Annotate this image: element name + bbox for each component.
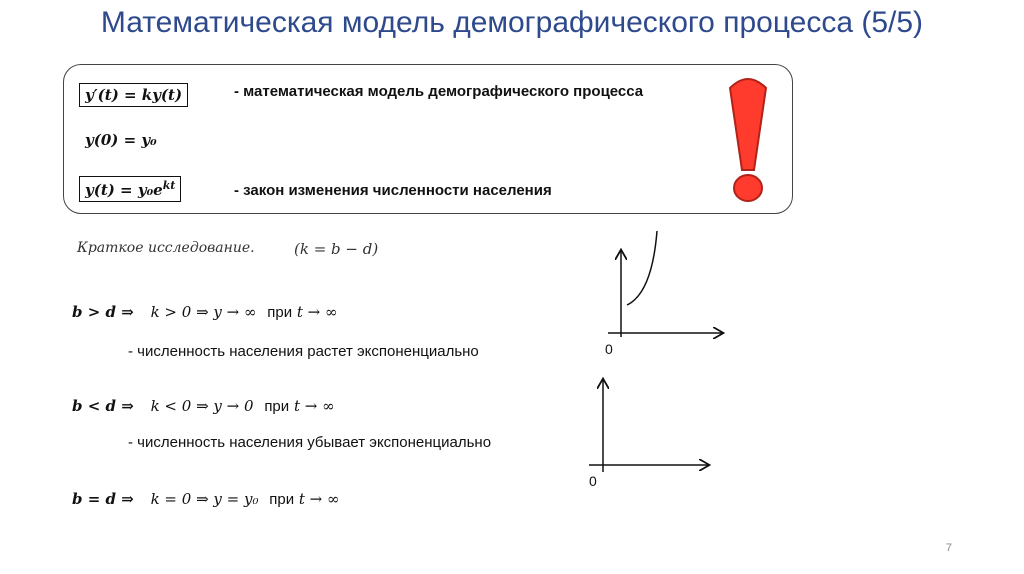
case-growth-note: - численность населения растет экспоненциально [128, 343, 479, 360]
decay-origin-label: 0 [589, 473, 597, 489]
law-equation-exponent: kt [162, 179, 176, 192]
page-number: 7 [945, 542, 952, 554]
case-decay-word: при [264, 398, 290, 415]
case-decay [72, 397, 335, 415]
case-decay-condition: b < d ⇒ [72, 397, 134, 415]
case-growth [72, 303, 338, 321]
study-label: Краткое исследование. [77, 240, 255, 256]
study-relation: (k = b − d) [294, 240, 379, 258]
model-description: - математическая модель демографического процесса [234, 83, 644, 100]
case-stable-implication: k = 0 ⇒ y = y₀ [150, 490, 259, 508]
case-decay-limit: t → ∞ [293, 397, 335, 415]
case-stable [72, 490, 340, 508]
case-growth-word: при [267, 304, 293, 321]
slide-title: Математическая модель демографического процесса (5/5) [100, 6, 924, 39]
model-equation: y′(t) = ky(t) [79, 83, 188, 107]
growth-origin-label: 0 [605, 341, 613, 357]
initial-condition: y(0) = y₀ [85, 131, 157, 149]
case-growth-implication: k > 0 ⇒ y → ∞ [150, 303, 257, 321]
law-description: - закон изменения численности населения [234, 182, 552, 199]
case-stable-limit: t → ∞ [298, 490, 340, 508]
case-stable-condition: b = d ⇒ [72, 490, 134, 508]
growth-curve [627, 231, 657, 305]
exclamation-mark-icon [724, 74, 772, 204]
decay-graph [585, 372, 725, 492]
case-growth-limit: t → ∞ [296, 303, 338, 321]
case-stable-word: при [269, 491, 295, 508]
growth-graph [600, 225, 740, 365]
law-equation-base: y(t) = y₀e [85, 181, 163, 199]
case-growth-condition: b > d ⇒ [72, 303, 134, 321]
case-decay-note: - численность населения убывает экспоненциально [128, 434, 492, 451]
case-decay-implication: k < 0 ⇒ y → 0 [150, 397, 254, 415]
law-equation [79, 176, 181, 202]
